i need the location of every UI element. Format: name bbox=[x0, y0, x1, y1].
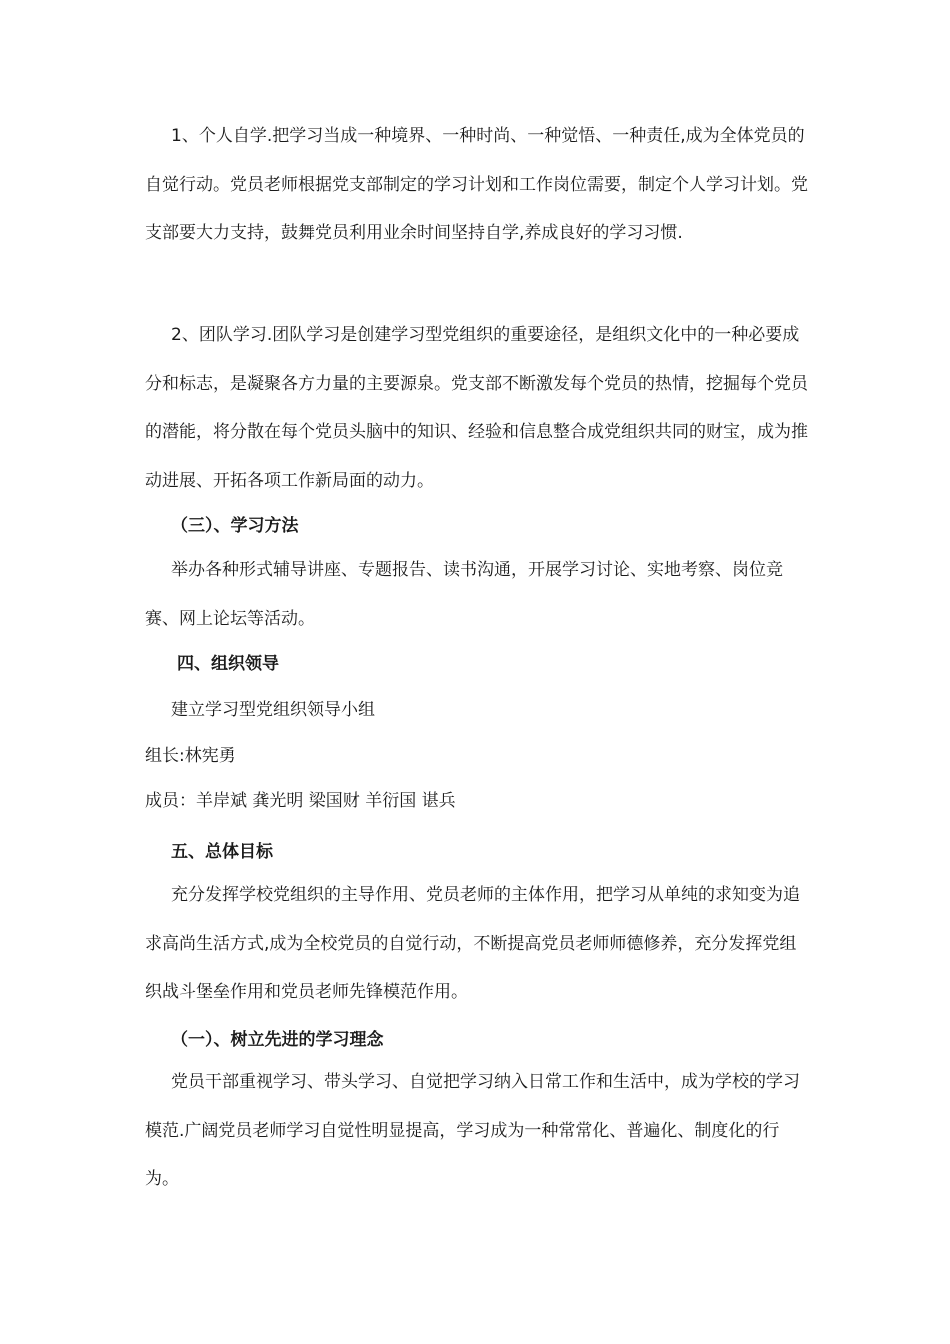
text-leadership-group: 建立学习型党组织领导小组 bbox=[171, 700, 375, 720]
paragraph-overall-goal: 充分发挥学校党组织的主导作用、党员老师的主体作用，把学习从单纯的求知变为追求高尚生活方式,成为全校党员的自觉行动，不断提高党员老师师德修养，充分发挥党组织战斗堡垒作用和党员老师先锋模范作用。 bbox=[145, 885, 800, 1002]
heading-overall-goal: 五、总体目标 bbox=[171, 842, 273, 862]
heading-organization-leadership: 四、组织领导 bbox=[177, 654, 279, 674]
paragraph-individual-study: 1、个人自学.把学习当成一种境界、一种时尚、一种觉悟、一种责任,成为全体党员的自觉行动。党员老师根据党支部制定的学习计划和工作岗位需要，制定个人学习计划。党支部要大力支持，鼓舞党员利用业余时间坚持自学,养成良好的学习习惯. bbox=[145, 126, 808, 243]
paragraph-team-study: 2、团队学习.团队学习是创建学习型党组织的重要途径，是组织文化中的一种必要成分和标志，是凝聚各方力量的主要源泉。党支部不断激发每个党员的热情，挖掘每个党员的潜能，将分散在每个党员头脑中的知识、经验和信息整合成党组织共同的财宝，成为推动进展、开拓各项工作新局面的动力。 bbox=[145, 325, 808, 491]
heading-advanced-concept: （一）、树立先进的学习理念 bbox=[171, 1030, 384, 1050]
text-group-members: 成员：羊岸斌 龚光明 梁国财 羊衍国 谌兵 bbox=[145, 791, 456, 811]
paragraph-advanced-concept: 党员干部重视学习、带头学习、自觉把学习纳入日常工作和生活中，成为学校的学习模范.广阔党员老师学习自觉性明显提高，学习成为一种常常化、普遍化、制度化的行为。 bbox=[145, 1072, 800, 1189]
heading-study-method: （三）、学习方法 bbox=[171, 516, 299, 536]
paragraph-study-method: 举办各种形式辅导讲座、专题报告、读书沟通，开展学习讨论、实地考察、岗位竞赛、网上论坛等活动。 bbox=[145, 560, 783, 629]
text-group-leader: 组长:林宪勇 bbox=[145, 746, 236, 766]
